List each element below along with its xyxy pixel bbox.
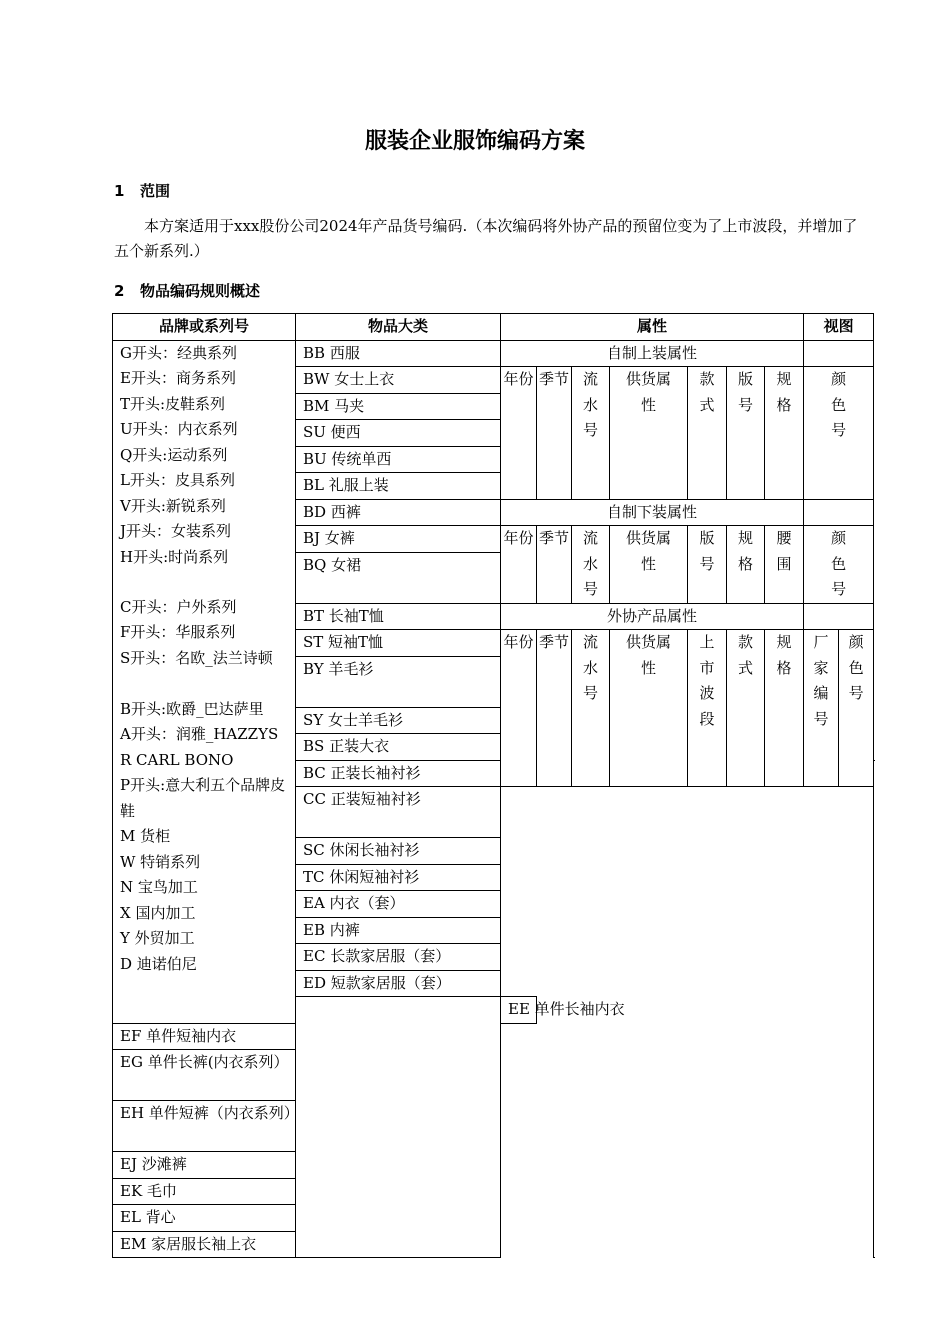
item-cell: EE 单件长袖内衣 bbox=[501, 997, 537, 1024]
brand-item: N 宝鸟加工 bbox=[120, 878, 198, 896]
brand-item: H开头:时尚系列 bbox=[120, 547, 229, 566]
item-cell: ED 短款家居服（套） bbox=[296, 970, 501, 997]
document-title: 服装企业服饰编码方案 bbox=[364, 129, 585, 154]
header-brand: 品牌或系列号 bbox=[113, 314, 296, 341]
item-cell: SY 女士羊毛衫 bbox=[296, 707, 501, 734]
section-2-heading bbox=[114, 280, 260, 301]
item-cell: EG 单件长裤(内衣系列） bbox=[113, 1050, 296, 1101]
brand-item: J开头：女装系列 bbox=[120, 522, 232, 540]
outsource-view-color: 颜色号 bbox=[839, 630, 874, 787]
item-cell: EJ 沙滩裤 bbox=[113, 1152, 296, 1179]
lower-attr-col: 季节 bbox=[537, 526, 572, 604]
item-cell: TC 休闲短袖衬衫 bbox=[296, 864, 501, 891]
item-cell: BB 西服 bbox=[296, 340, 501, 367]
brand-item: B开头:欧爵_巴达萨里 bbox=[120, 699, 264, 718]
item-cell: BQ 女裙 bbox=[296, 552, 501, 603]
item-cell: BM 马夹 bbox=[296, 393, 501, 420]
section-1-paragraph: 本方案适用于xxx股份公司2024年产品货号编码.（本次编码将外协产品的预留位变为了上市波段，并增加了五个新系列.） bbox=[114, 217, 858, 260]
brand-item: Y 外贸加工 bbox=[120, 929, 195, 947]
brand-item: P开头:意大利五个品牌皮鞋 bbox=[120, 776, 286, 820]
outsource-view-blank bbox=[804, 603, 874, 630]
item-cell: BC 正装长袖衬衫 bbox=[296, 760, 501, 787]
outsource-attr-title: 外协产品属性 bbox=[501, 603, 804, 630]
brand-item: G开头：经典系列 bbox=[120, 343, 237, 362]
outsource-view-factory: 厂家编号 bbox=[804, 630, 839, 787]
item-cell: BT 长袖T恤 bbox=[296, 603, 501, 630]
brand-item: D 迪诺伯尼 bbox=[120, 954, 197, 973]
section-1-number: 1 bbox=[114, 182, 125, 200]
brand-item: X 国内加工 bbox=[120, 903, 196, 922]
brand-blank-cell bbox=[296, 997, 501, 1258]
brand-item: F开头：华服系列 bbox=[120, 623, 236, 641]
brand-item: M 货柜 bbox=[120, 827, 171, 845]
outsource-attr-col: 供货属性 bbox=[610, 630, 688, 787]
brand-item: S开头：名欧_法兰诗顿 bbox=[120, 648, 273, 667]
item-cell: CC 正装短袖衬衫 bbox=[296, 787, 501, 838]
section-2-number: 2 bbox=[114, 282, 125, 300]
item-cell: BY 羊毛衫 bbox=[296, 656, 501, 707]
item-cell: BS 正装大衣 bbox=[296, 734, 501, 761]
upper-attr-col: 年份 bbox=[501, 367, 537, 500]
item-cell: SU 便西 bbox=[296, 420, 501, 447]
item-cell: EC 长款家居服（套） bbox=[296, 944, 501, 971]
upper-attr-col: 流水号 bbox=[572, 367, 610, 500]
header-item-category: 物品大类 bbox=[296, 314, 501, 341]
upper-view-color: 颜色号 bbox=[804, 367, 874, 500]
item-cell: SC 休闲长袖衬衫 bbox=[296, 838, 501, 865]
brand-item: R CARL BONO bbox=[120, 750, 234, 769]
outsource-attr-col: 年份 bbox=[501, 630, 537, 787]
lower-attr-col: 版号 bbox=[688, 526, 727, 604]
upper-attr-title: 自制上装属性 bbox=[501, 340, 804, 367]
outsource-attr-col: 规格 bbox=[765, 630, 804, 787]
lower-attr-col: 规格 bbox=[727, 526, 765, 604]
outsource-attr-col: 流水号 bbox=[572, 630, 610, 787]
item-cell: EH 单件短裤（内衣系列） bbox=[113, 1101, 296, 1152]
header-attributes: 属性 bbox=[501, 314, 804, 341]
section-2-title: 物品编码规则概述 bbox=[140, 282, 261, 300]
item-cell: ST 短袖T恤 bbox=[296, 630, 501, 657]
lower-attr-title: 自制下装属性 bbox=[501, 499, 804, 526]
item-cell: BD 西裤 bbox=[296, 499, 501, 526]
item-cell: EF 单件短袖内衣 bbox=[113, 1023, 296, 1050]
upper-attr-col: 规格 bbox=[765, 367, 804, 500]
item-cell: EM 家居服长袖上衣 bbox=[113, 1231, 296, 1258]
outsource-attr-col: 季节 bbox=[537, 630, 572, 787]
item-cell: BU 传统单西 bbox=[296, 446, 501, 473]
item-cell: EL 背心 bbox=[113, 1205, 296, 1232]
brand-item: W 特销系列 bbox=[120, 852, 201, 871]
upper-attr-col: 季节 bbox=[537, 367, 572, 500]
item-cell: EK 毛巾 bbox=[113, 1178, 296, 1205]
item-cell: BW 女士上衣 bbox=[296, 367, 501, 394]
upper-attr-col: 版号 bbox=[727, 367, 765, 500]
outsource-attr-col: 款式 bbox=[727, 630, 765, 787]
brand-list-cell bbox=[113, 340, 296, 1023]
section-1-title: 范围 bbox=[140, 182, 171, 200]
item-cell: BL 礼服上装 bbox=[296, 473, 501, 500]
outsource-attr-col: 上市波段 bbox=[688, 630, 727, 787]
lower-attr-col: 腰围 bbox=[765, 526, 804, 604]
upper-view-blank bbox=[804, 340, 874, 367]
lower-view-color: 颜色号 bbox=[804, 526, 874, 604]
lower-attr-col: 供货属性 bbox=[610, 526, 688, 604]
lower-view-blank bbox=[804, 499, 874, 526]
brand-item: L开头：皮具系列 bbox=[120, 471, 235, 489]
lower-attr-col: 流水号 bbox=[572, 526, 610, 604]
item-cell: BJ 女裤 bbox=[296, 526, 501, 553]
section-1-heading bbox=[114, 180, 170, 201]
lower-attr-col: 年份 bbox=[501, 526, 537, 604]
item-cell: EA 内衣（套） bbox=[296, 891, 501, 918]
brand-item: V开头:新锐系列 bbox=[120, 496, 226, 515]
upper-attr-col: 供货属性 bbox=[610, 367, 688, 500]
brand-item: T开头:皮鞋系列 bbox=[120, 394, 226, 413]
brand-item: U开头：内衣系列 bbox=[120, 420, 238, 438]
brand-item: A开头：润雅_HAZZYS bbox=[120, 725, 279, 743]
coding-table bbox=[112, 313, 874, 1258]
header-view: 视图 bbox=[804, 314, 874, 341]
upper-attr-col: 款式 bbox=[688, 367, 727, 500]
brand-item: Q开头:运动系列 bbox=[120, 445, 228, 464]
brand-item: E开头：商务系列 bbox=[120, 369, 236, 387]
item-cell: EB 内裤 bbox=[296, 917, 501, 944]
brand-item: C开头：户外系列 bbox=[120, 597, 237, 616]
